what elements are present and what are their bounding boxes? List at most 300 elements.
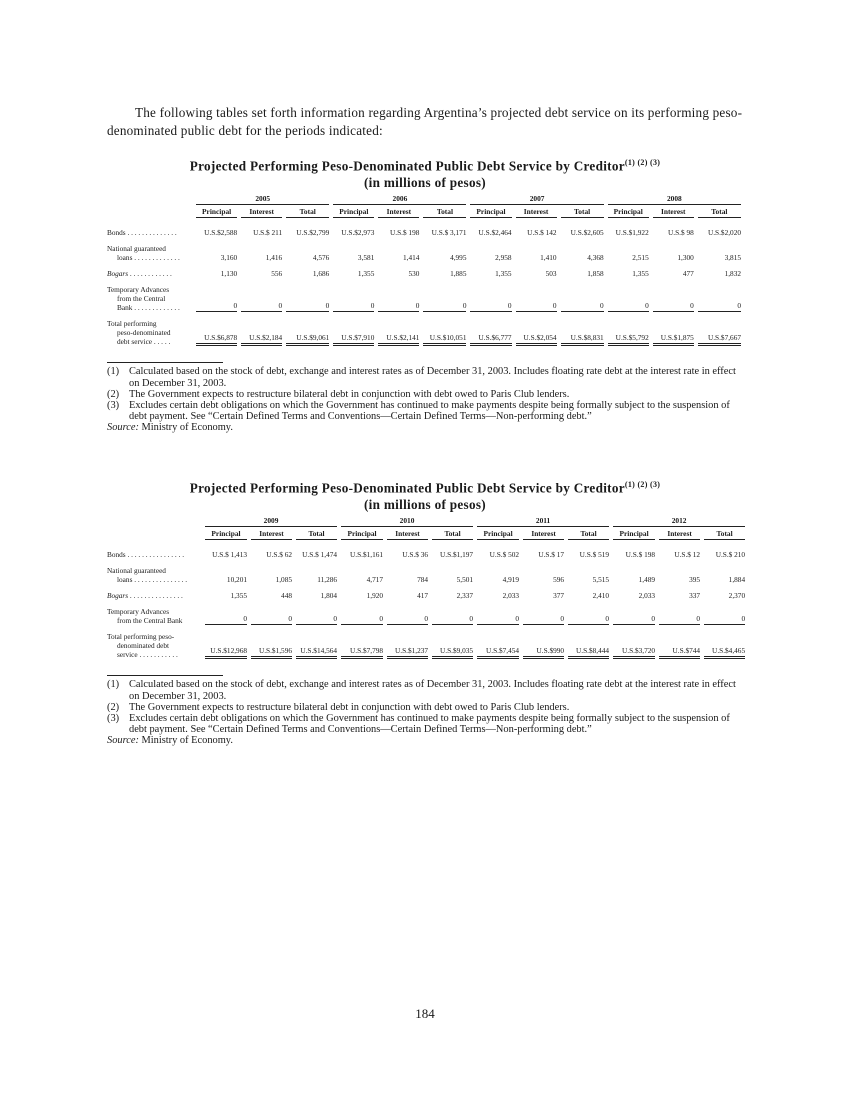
cell-value: U.S.$990	[523, 646, 564, 659]
cell-value: U.S.$2,973	[341, 228, 375, 238]
row-label-line: loans . . . . . . . . . . . . . . .	[117, 575, 188, 585]
column-header-label: Interest	[659, 527, 700, 540]
cell-value: 1,410	[540, 253, 557, 263]
row-label-line: Bogars	[107, 269, 129, 279]
source-text: Ministry of Economy.	[138, 422, 233, 434]
column-header-label: Total	[286, 205, 329, 218]
cell-value: 1,130	[220, 269, 238, 279]
cell-value: 530	[408, 269, 420, 279]
table-cell	[239, 285, 284, 312]
cell-value: 1,885	[450, 269, 467, 279]
table-cell	[559, 319, 606, 346]
table-cell	[376, 244, 421, 262]
table-cell	[475, 632, 521, 659]
cell-value: 395	[689, 575, 701, 585]
table-cell	[566, 632, 611, 659]
cell-value: 4,919	[502, 575, 520, 585]
cell-value: U.S.$4,465	[704, 646, 745, 659]
row-label	[107, 244, 194, 262]
table-cell	[294, 540, 339, 559]
footnote-number: (3)	[107, 713, 120, 724]
cell-value: 0	[251, 614, 292, 625]
footnote-number: (2)	[107, 701, 120, 713]
table-cell	[239, 319, 284, 346]
column-header-label: Total	[296, 527, 337, 540]
table-cell	[696, 218, 743, 237]
row-label-line: Bogars	[107, 591, 129, 601]
table-cell	[284, 244, 331, 262]
year-header	[606, 194, 743, 205]
cell-value: U.S.$ 211	[253, 228, 283, 238]
cell-value: U.S.$8,444	[568, 646, 609, 659]
cell-value: 0	[470, 301, 511, 312]
cell-value: 2,958	[495, 253, 512, 263]
cell-value: 1,884	[728, 575, 746, 585]
cell-value: 0	[477, 614, 519, 625]
table-cell	[696, 269, 743, 278]
column-header-label: Interest	[387, 527, 428, 540]
table-cell	[514, 269, 559, 278]
table-cell	[651, 269, 696, 278]
footnote-number: (3)	[107, 400, 120, 411]
table-cell	[194, 269, 239, 278]
table-cell	[284, 319, 331, 346]
table-cell	[194, 285, 239, 312]
row-label-line: Bonds . . . . . . . . . . . . . .	[107, 228, 177, 238]
table-cell	[339, 632, 385, 659]
column-header-label: Interest	[378, 205, 419, 218]
table-cell	[421, 285, 468, 312]
table-cell	[606, 269, 651, 278]
cell-value: U.S.$ 519	[579, 550, 610, 560]
cell-value: U.S.$7,667	[698, 333, 741, 346]
footnote	[107, 389, 743, 400]
year-header	[194, 194, 331, 205]
cell-value: U.S.$6,777	[470, 333, 511, 346]
cell-value: 0	[698, 301, 741, 312]
table-cell	[657, 591, 702, 600]
table-cell	[521, 591, 566, 600]
cell-value: 1,832	[724, 269, 741, 279]
column-header	[331, 205, 376, 218]
cell-value: U.S.$ 98	[668, 228, 694, 238]
table-cell	[294, 566, 339, 584]
cell-value: U.S.$ 210	[715, 550, 746, 560]
source-line	[107, 422, 743, 433]
table-cell	[294, 607, 339, 625]
debt-service-table	[107, 516, 747, 659]
row-label	[107, 566, 203, 584]
cell-value: U.S.$ 36	[402, 550, 429, 560]
footnote	[107, 713, 743, 735]
table-cell	[702, 540, 747, 559]
table-row	[107, 566, 747, 584]
column-header	[606, 205, 651, 218]
cell-value: 0	[561, 301, 604, 312]
footnote	[107, 702, 743, 713]
table-cell	[239, 244, 284, 262]
cell-value: 377	[553, 591, 565, 601]
cell-value: 1,414	[402, 253, 420, 263]
column-header-label: Interest	[653, 205, 694, 218]
cell-value: 11,286	[317, 575, 338, 585]
table-cell	[566, 607, 611, 625]
table-subtitle: (in millions of pesos)	[363, 175, 486, 191]
cell-value: 0	[341, 614, 383, 625]
cell-value: U.S.$ 62	[266, 550, 292, 560]
column-header	[611, 527, 657, 540]
footnote	[107, 400, 743, 422]
cell-value: 4,368	[587, 253, 604, 263]
table-cell	[559, 218, 606, 237]
table-cell	[331, 244, 376, 262]
footnote	[107, 366, 743, 388]
table-row	[107, 244, 743, 262]
column-header	[514, 205, 559, 218]
column-header-label: Principal	[477, 527, 519, 540]
table-cell	[606, 244, 651, 262]
table-cell	[430, 566, 475, 584]
cell-value: U.S.$ 1,474	[302, 550, 338, 560]
table-cell	[611, 632, 657, 659]
cell-value: 2,337	[456, 591, 474, 601]
table-cell	[339, 566, 385, 584]
cell-value: 4,576	[312, 253, 330, 263]
row-label-line: peso-denominated	[117, 328, 171, 338]
row-label-line: National guaranteed	[107, 244, 166, 254]
table-cell	[657, 607, 702, 625]
row-label-line: Total performing peso-	[107, 632, 175, 642]
column-header	[468, 205, 513, 218]
cell-value: 0	[286, 301, 329, 312]
table-cell	[606, 285, 651, 312]
column-header	[194, 205, 239, 218]
row-label-line: Bonds . . . . . . . . . . . . . . . .	[107, 550, 185, 560]
cell-value: U.S.$744	[659, 646, 700, 659]
table-cell	[696, 319, 743, 346]
table-cell	[339, 607, 385, 625]
table-cell	[294, 591, 339, 600]
cell-value: U.S.$7,910	[333, 333, 374, 346]
row-label	[107, 591, 203, 600]
table-cell	[559, 244, 606, 262]
footnote-text: The Government expects to restructure bilateral debt in conjunction with debt owed to Paris Club lenders.	[129, 388, 570, 400]
cell-value: 0	[387, 614, 428, 625]
table-cell	[521, 607, 566, 625]
cell-value: 2,515	[632, 253, 649, 263]
table-cell	[651, 244, 696, 262]
cell-value: 1,686	[312, 269, 330, 279]
table-cell	[430, 540, 475, 559]
cell-value: 1,355	[632, 269, 649, 279]
cell-value: U.S.$2,020	[707, 228, 741, 238]
cell-value: U.S.$ 1,413	[212, 550, 247, 560]
footnote	[107, 679, 743, 701]
column-header	[559, 205, 606, 218]
year-label: 2007	[470, 194, 603, 205]
cell-value: 2,410	[592, 591, 610, 601]
table-cell	[430, 607, 475, 625]
cell-value: 4,995	[450, 253, 467, 263]
table-cell	[611, 540, 657, 559]
table-title	[107, 476, 743, 513]
year-header	[331, 194, 468, 205]
table-cell	[657, 632, 702, 659]
column-header-label: Total	[432, 527, 473, 540]
table-cell	[294, 632, 339, 659]
row-label	[107, 269, 194, 278]
cell-value: U.S.$1,197	[440, 550, 474, 560]
cell-value: 1,355	[230, 591, 247, 601]
cell-value: 0	[659, 614, 700, 625]
source-line	[107, 735, 743, 746]
table-cell	[203, 540, 249, 559]
table-row	[107, 591, 747, 600]
cell-value: U.S.$8,831	[561, 333, 604, 346]
table-cell	[566, 566, 611, 584]
cell-value: 0	[296, 614, 337, 625]
table-cell	[559, 269, 606, 278]
row-label-line: Bank . . . . . . . . . . . . .	[117, 303, 180, 313]
year-header-row	[107, 194, 743, 205]
source-label: Source:	[107, 422, 139, 434]
column-header	[702, 527, 747, 540]
table-cell	[239, 269, 284, 278]
cell-value: U.S.$2,464	[478, 228, 512, 238]
column-header	[430, 527, 475, 540]
cell-value: U.S.$1,596	[251, 646, 292, 659]
cell-value: 3,815	[724, 253, 741, 263]
column-header	[284, 205, 331, 218]
table-cell	[284, 269, 331, 278]
table-cell	[475, 566, 521, 584]
cell-value: 0	[516, 301, 557, 312]
table-cell	[521, 566, 566, 584]
cell-value: U.S.$9,061	[286, 333, 329, 346]
table-cell	[385, 632, 430, 659]
table-title-text: Projected Performing Peso-Denominated Public Debt Service by Creditor	[189, 480, 625, 496]
cell-value: 0	[333, 301, 374, 312]
table-cell	[339, 591, 385, 600]
column-header-label: Principal	[333, 205, 374, 218]
cell-value: 0	[423, 301, 466, 312]
year-header	[468, 194, 605, 205]
table-cell	[521, 632, 566, 659]
cell-value: 337	[689, 591, 701, 601]
table-cell	[651, 218, 696, 237]
cell-value: 0	[704, 614, 745, 625]
table-row	[107, 218, 743, 237]
table-cell	[421, 218, 468, 237]
cell-value: U.S.$2,799	[296, 228, 330, 238]
column-header-label: Principal	[470, 205, 511, 218]
table-cell	[385, 607, 430, 625]
table-cell	[385, 591, 430, 600]
table-cell	[566, 591, 611, 600]
table-cell	[376, 218, 421, 237]
cell-value: 0	[205, 614, 247, 625]
column-header-label: Principal	[196, 205, 237, 218]
footnote-number: (2)	[107, 388, 120, 400]
table-cell	[514, 285, 559, 312]
table-cell	[514, 218, 559, 237]
row-label-line: . . . . . . . . . . . . . . .	[128, 591, 183, 601]
footnotes	[107, 366, 743, 433]
cell-value: U.S.$7,454	[477, 646, 519, 659]
cell-value: U.S.$ 3,171	[431, 228, 467, 238]
table-cell	[468, 285, 513, 312]
table-cell	[249, 607, 294, 625]
column-header-label: Principal	[341, 527, 383, 540]
cell-value: U.S.$7,798	[341, 646, 383, 659]
table-title	[107, 154, 743, 191]
table-title-text: Projected Performing Peso-Denominated Public Debt Service by Creditor	[189, 158, 625, 174]
row-label	[107, 607, 203, 625]
cell-value: U.S.$6,878	[196, 333, 237, 346]
row-label-line: from the Central Bank	[117, 616, 183, 626]
debt-service-table	[107, 194, 743, 346]
column-header-label: Principal	[613, 527, 655, 540]
table-cell	[331, 269, 376, 278]
cell-value: U.S.$ 142	[527, 228, 557, 238]
table-cell	[657, 540, 702, 559]
table-cell	[702, 591, 747, 600]
row-label	[107, 319, 194, 346]
column-header-label: Principal	[608, 205, 649, 218]
row-label-line: denominated debt	[117, 641, 170, 651]
footnote-text: Excludes certain debt obligations on which the Government has continued to make payments despite being formally subject to the suspension of debt payment. See “Certain Defined Terms and Conventions—Certain Defined Terms—Non-performing debt.”	[129, 713, 730, 736]
table-cell	[194, 244, 239, 262]
table-block-1	[107, 154, 743, 434]
table-cell	[239, 218, 284, 237]
row-label	[107, 540, 203, 559]
table-cell	[468, 244, 513, 262]
row-label-line: loans . . . . . . . . . . . . .	[117, 253, 180, 263]
cell-value: U.S.$2,184	[241, 333, 282, 346]
table-cell	[475, 607, 521, 625]
column-header-label: Total	[698, 205, 741, 218]
table-cell	[284, 218, 331, 237]
table-cell	[249, 540, 294, 559]
cell-value: U.S.$2,141	[378, 333, 419, 346]
table-cell	[339, 540, 385, 559]
table-cell	[468, 269, 513, 278]
table-cell	[194, 218, 239, 237]
cell-value: 556	[271, 269, 283, 279]
table-cell	[284, 285, 331, 312]
column-header	[249, 527, 294, 540]
cell-value: U.S.$ 17	[538, 550, 565, 560]
table-cell	[249, 632, 294, 659]
table-subtitle: (in millions of pesos)	[363, 497, 486, 513]
cell-value: U.S.$9,035	[432, 646, 473, 659]
row-label-line: debt service . . . . .	[117, 337, 171, 347]
table-row	[107, 632, 747, 659]
cell-value: U.S.$10,051	[423, 333, 466, 346]
column-header	[566, 527, 611, 540]
column-header	[657, 527, 702, 540]
cell-value: U.S.$1,161	[349, 550, 384, 560]
cell-value: 1,489	[638, 575, 656, 585]
year-label: 2008	[608, 194, 741, 205]
cell-value: 477	[682, 269, 694, 279]
cell-value: 1,300	[677, 253, 694, 263]
table-cell	[657, 566, 702, 584]
row-label-line: . . . . . . . . . . . .	[128, 269, 172, 279]
cell-value: 1,355	[495, 269, 512, 279]
year-header-row	[107, 516, 747, 527]
table-cell	[521, 540, 566, 559]
cell-value: U.S.$2,605	[570, 228, 604, 238]
table-cell	[566, 540, 611, 559]
intro-paragraph: The following tables set forth information regarding Argentina’s projected debt service on its performing peso-denominated public debt for the periods indicated:	[107, 105, 743, 138]
page-number: 184	[415, 1006, 435, 1021]
column-header	[239, 205, 284, 218]
table-cell	[430, 632, 475, 659]
cell-value: U.S.$2,054	[516, 333, 557, 346]
column-header	[475, 527, 521, 540]
footnotes	[107, 679, 743, 746]
cell-value: 1,920	[366, 591, 384, 601]
cell-value: U.S.$1,237	[387, 646, 428, 659]
table-cell	[611, 607, 657, 625]
table-cell	[331, 319, 376, 346]
footnote-text: Calculated based on the stock of debt, exchange and interest rates as of December 31, 2003. Includes floating rate debt at the interest rate in effect on December 31, 2003.	[129, 679, 736, 702]
column-header	[421, 205, 468, 218]
column-header	[651, 205, 696, 218]
cell-value: 0	[378, 301, 419, 312]
column-header	[376, 205, 421, 218]
table-cell	[468, 218, 513, 237]
table-cell	[475, 591, 521, 600]
cell-value: 1,416	[265, 253, 283, 263]
cell-value: 5,501	[456, 575, 474, 585]
column-header-label: Interest	[516, 205, 557, 218]
cell-value: 784	[417, 575, 429, 585]
table-cell	[249, 566, 294, 584]
footnote-rule	[107, 675, 223, 676]
table-cell	[385, 540, 430, 559]
column-header	[696, 205, 743, 218]
table-cell	[331, 218, 376, 237]
footnote-text: The Government expects to restructure bilateral debt in conjunction with debt owed to Paris Club lenders.	[129, 701, 570, 713]
column-header	[385, 527, 430, 540]
table-row	[107, 285, 743, 312]
cell-value: 0	[608, 301, 649, 312]
cell-value: U.S.$1,922	[615, 228, 649, 238]
source-text: Ministry of Economy.	[138, 735, 233, 747]
table-cell	[702, 607, 747, 625]
footnote-text: Calculated based on the stock of debt, exchange and interest rates as of December 31, 2003. Includes floating rate debt at the interest rate in effect on December 31, 2003.	[129, 366, 736, 389]
row-label-line: National guaranteed	[107, 566, 166, 576]
table-cell	[702, 566, 747, 584]
table-cell	[203, 632, 249, 659]
cell-value: U.S.$12,968	[205, 646, 247, 659]
table-cell	[376, 319, 421, 346]
column-header-row	[107, 527, 747, 540]
year-header	[611, 516, 747, 527]
table-cell	[194, 319, 239, 346]
year-header	[475, 516, 611, 527]
table-cell	[203, 607, 249, 625]
table-cell	[651, 319, 696, 346]
row-label-line: from the Central	[117, 294, 166, 304]
table-title-footnote-marks: (1) (2) (3)	[624, 480, 661, 489]
table-cell	[421, 269, 468, 278]
cell-value: U.S.$5,792	[608, 333, 649, 346]
cell-value: 0	[241, 301, 282, 312]
table-cell	[421, 244, 468, 262]
